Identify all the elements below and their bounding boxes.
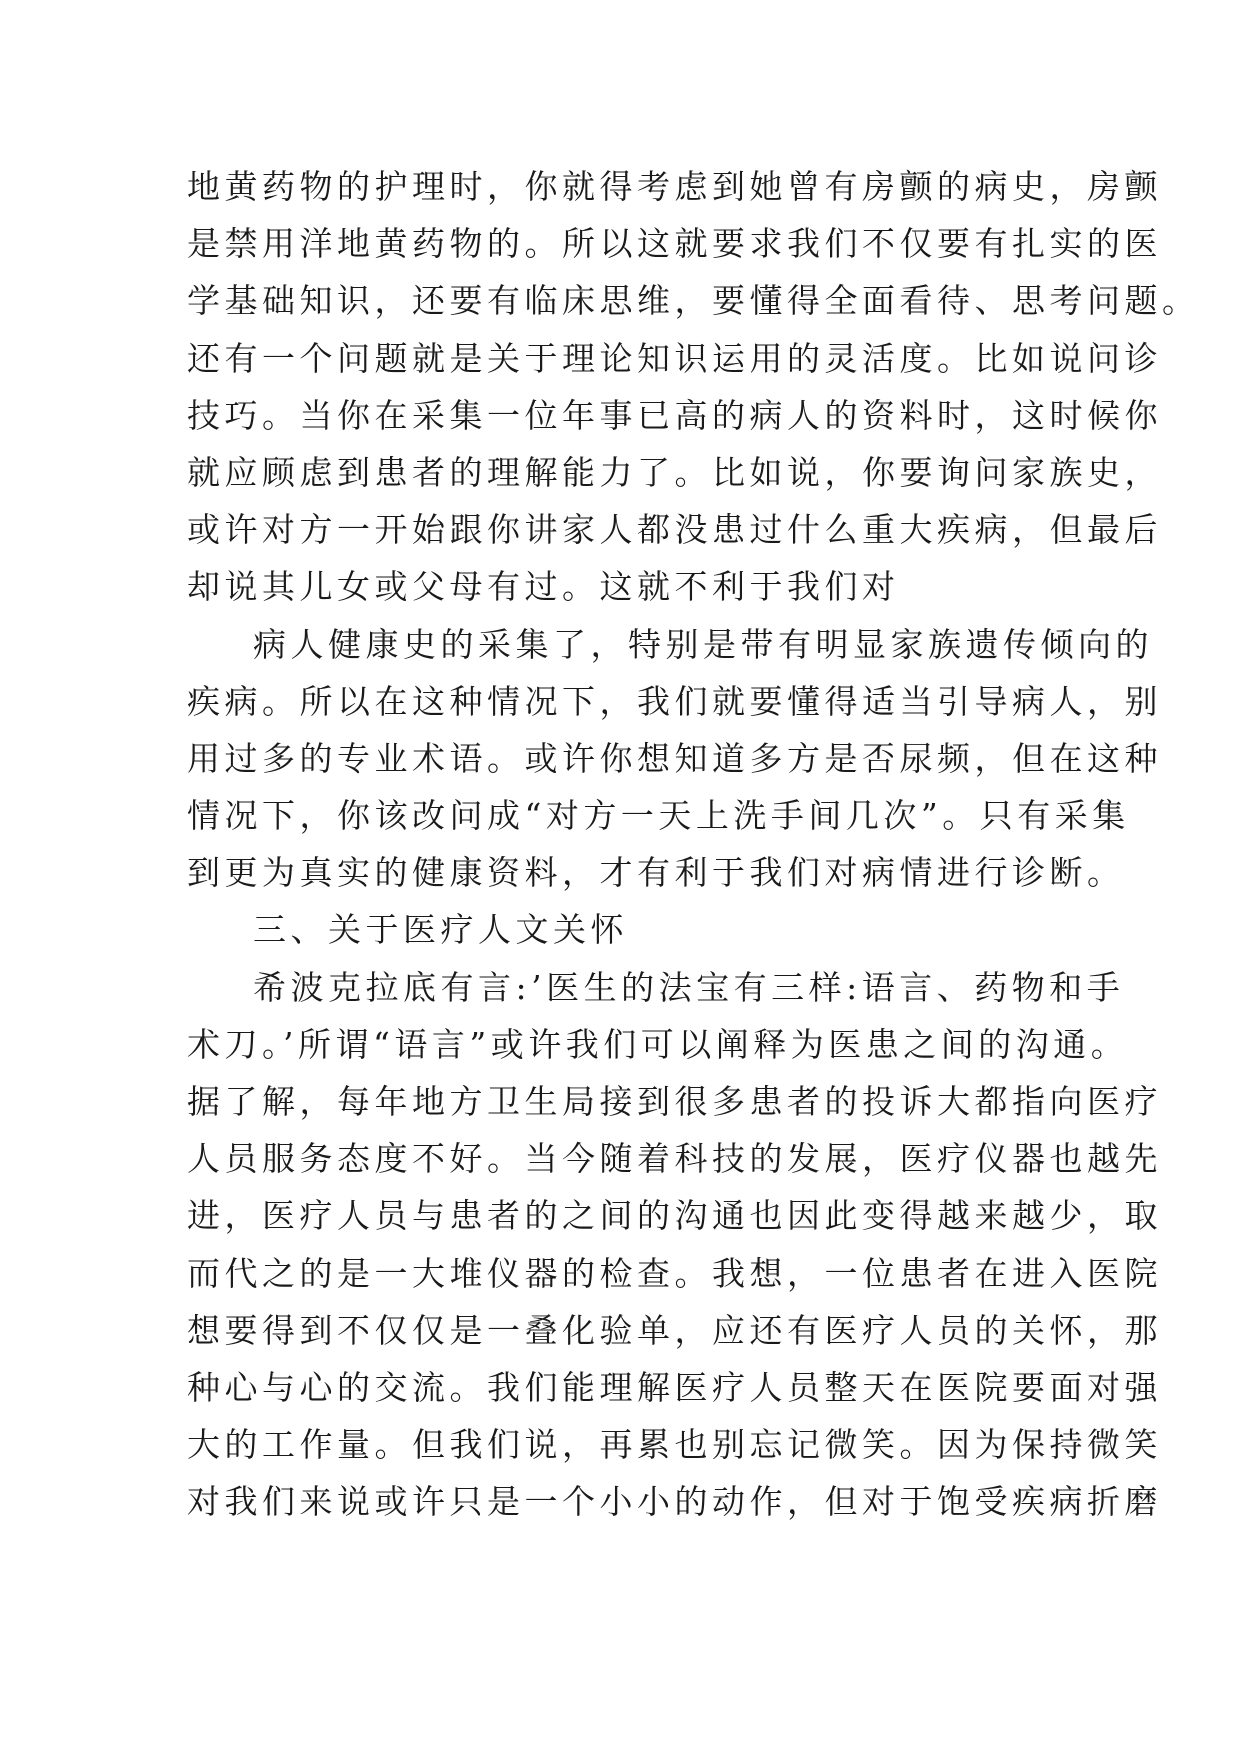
text-line: 是禁用洋地黄药物的。所以这就要求我们不仅要有扎实的医 — [187, 224, 1162, 264]
text-line: 技巧。当你在采集一位年事已高的病人的资料时，这时候你 — [187, 395, 1162, 435]
text-line: 情况下，你该改问成“对方一天上洗手间几次”。只有采集 — [187, 796, 1130, 836]
text-line: 疾病。所以在这种情况下，我们就要懂得适当引导病人，别 — [187, 681, 1162, 721]
section-heading: 三、关于医疗人文关怀 — [253, 910, 628, 950]
text-line: 对我们来说或许只是一个小小的动作，但对于饱受疾病折磨 — [187, 1482, 1162, 1522]
text-line: 据了解，每年地方卫生局接到很多患者的投诉大都指向医疗 — [187, 1082, 1162, 1121]
document-body — [187, 158, 1200, 1531]
text-line: 大的工作量。但我们说，再累也别忘记微笑。因为保持微笑 — [187, 1425, 1162, 1465]
text-line: 进，医疗人员与患者的之间的沟通也因此变得越来越少，取 — [187, 1196, 1162, 1236]
text-line: 或许对方一开始跟你讲家人都没患过什么重大疾病，但最后 — [187, 510, 1162, 550]
text-line: 还有一个问题就是关于理论知识运用的灵活度。比如说问诊 — [187, 338, 1162, 378]
text-line: 用过多的专业术语。或许你想知道多方是否尿频，但在这种 — [187, 738, 1162, 778]
text-line: 术刀。’所谓“语言”或许我们可以阐释为医患之间的沟通。 — [187, 1024, 1129, 1064]
text-line: 学基础知识，还要有临床思维，要懂得全面看待、思考问题。 — [187, 281, 1200, 321]
text-line: 却说其儿女或父母有过。这就不利于我们对 — [187, 567, 900, 607]
text-line: 就应顾虑到患者的理解能力了。比如说，你要询问家族史， — [187, 452, 1162, 492]
text-line: 病人健康史的采集了，特别是带有明显家族遗传倾向的 — [253, 624, 1153, 664]
text-line: 希波克拉底有言:’医生的法宝有三样:语言、药物和手 — [253, 967, 1125, 1007]
text-line: 到更为真实的健康资料，才有利于我们对病情进行诊断。 — [187, 853, 1125, 893]
text-line: 人员服务态度不好。当今随着科技的发展，医疗仪器也越先 — [187, 1139, 1162, 1179]
text-line: 而代之的是一大堆仪器的检查。我想，一位患者在进入医院 — [187, 1253, 1162, 1293]
text-line: 种心与心的交流。我们能理解医疗人员整天在医院要面对强 — [187, 1367, 1162, 1407]
text-line: 地黄药物的护理时，你就得考虑到她曾有房颤的病史，房颤 — [187, 167, 1162, 206]
text-line: 想要得到不仅仅是一叠化验单，应还有医疗人员的关怀，那 — [187, 1310, 1162, 1350]
